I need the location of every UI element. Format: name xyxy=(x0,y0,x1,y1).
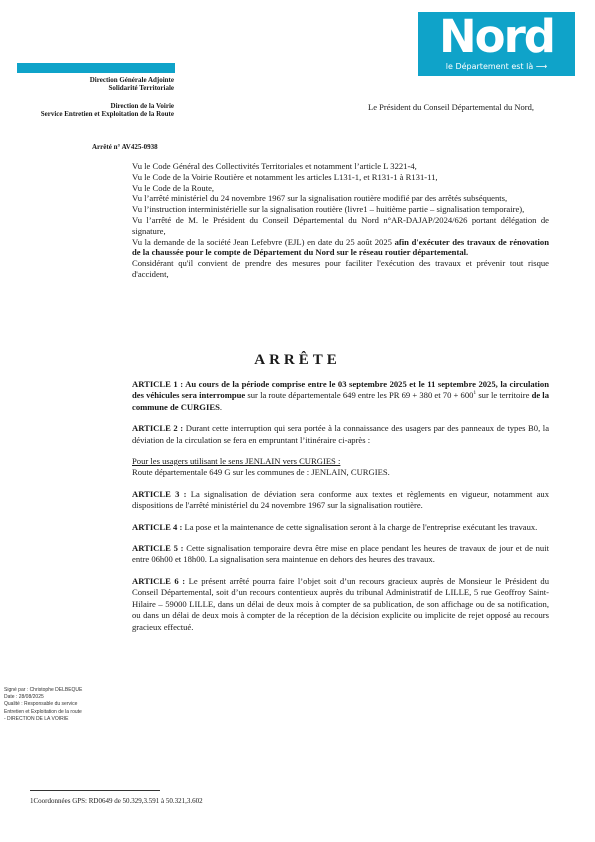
article-5 xyxy=(132,543,549,566)
article-1 xyxy=(132,379,549,413)
visa-line: Vu le Code de la Voirie Routière et notamment les articles L131-1, et R131-1 à R131-11, xyxy=(132,171,438,182)
president-heading: Le Président du Conseil Départemental du Nord, xyxy=(368,102,534,112)
article-3-text: La signalisation de déviation sera conforme aux textes et règlements en vigueur, notamment aux dispositions de l'arrêté ministériel du 24 novembre 1967 sur la signalisation routière. xyxy=(132,488,549,511)
request-text: Vu la demande de la société Jean Lefebvre (EJL) en date du 25 août 2025 xyxy=(132,236,395,247)
article-2 xyxy=(132,423,549,446)
visa-line: Vu l’arrêté de M. le Président du Conseil Départemental du Nord n°AR-DAJAP/2024/626 portant délégation de signature, xyxy=(132,214,549,236)
footnote-ref: 1 xyxy=(473,390,477,397)
service-line-2: Service Entretien et Exploitation de la Route xyxy=(40,110,174,118)
logo-tagline: le Département est là ⟶ xyxy=(445,62,548,71)
article-1-territory: sur le territoire xyxy=(476,390,532,401)
footnote-text: Coordonnées GPS: RD0649 de 50.329,3.591 à 50.321,3.602 xyxy=(33,797,203,805)
article-3 xyxy=(132,489,549,512)
article-4-text: La pose et la maintenance de cette signalisation seront à la charge de l'entreprise exécutant les travaux. xyxy=(182,521,538,532)
article-1-period: Au cours de la période comprise entre le 03 septembre 2025 et le 11 septembre 2025, la circulation des véhicules sera interrompue xyxy=(132,379,549,401)
footnote xyxy=(30,797,203,805)
visa-line: Vu l’arrêté ministériel du 24 novembre 1967 sur la signalisation routière modifié par des arrêtés subséquents, xyxy=(132,193,508,204)
request-line xyxy=(132,237,549,259)
request-purpose: afin d'exécuter des travaux de rénovation de la chaussée pour le compte de Département du Nord sur le réseau routier départemental. xyxy=(132,236,549,258)
signer-service: Entretien et Exploitation de la route xyxy=(4,708,82,715)
visa-line: Vu le Code de la Route, xyxy=(132,182,215,193)
signer-direction: - DIRECTION DE LA VOIRIE xyxy=(4,715,69,722)
logo-word: Nord xyxy=(439,10,554,63)
article-2-subhead xyxy=(132,456,549,467)
article-1-end: . xyxy=(219,401,223,412)
article-6-label: ARTICLE 6 : xyxy=(132,575,186,586)
article-2-direction: Pour les usagers utilisant le sens JENLAIN vers CURGIES : xyxy=(132,456,341,467)
arrete-number: Arrêté n° AV425-0938 xyxy=(92,143,158,151)
footnote-mark: 1 xyxy=(30,797,34,805)
visa-line: Vu l’instruction interministérielle sur la signalisation routière (livre1 – huitième partie – signalisation temporaire), xyxy=(132,204,525,215)
arrete-title: ARRÊTE xyxy=(254,352,341,368)
article-6 xyxy=(132,576,549,633)
footnote-divider xyxy=(30,790,160,791)
visas-section xyxy=(132,161,549,280)
article-2-text: Durant cette interruption qui sera portée à la connaissance des usagers par des panneaux de types B0, la déviation de la circulation se fera en empruntant l’itinéraire ci-après : xyxy=(132,423,550,445)
article-1-commune: de la commune de CURGIES xyxy=(132,390,549,412)
article-2-route: Route départementale 649 G sur les communes de : JENLAIN, CURGIES. xyxy=(132,467,390,478)
article-6-text: Le présent arrêté pourra faire l’objet soit d’un recours gracieux auprès de Monsieur le Président du Conseil Départemental, soit d’un recours contentieux auprès du tribunal Administratif de LILLE, 5 rue Geoffroy Saint-Hilaire – 59000 LILLE, dans un délai de deux mois à compter de sa publication, de son affichage ou de sa notification, ou dans un délai de deux mois à compter de la réception de la décision explicite ou implicite de rejet opposé au recours gracieux effectué. xyxy=(132,575,549,632)
signer-quality: Qualité : Responsable du service xyxy=(4,701,78,708)
article-1-label: ARTICLE 1 : xyxy=(132,379,184,389)
article-5-label: ARTICLE 5 : xyxy=(132,543,184,554)
article-4 xyxy=(132,522,549,533)
departement-nord-logo xyxy=(418,12,575,76)
signed-by: Signé par : Christophe DELBEQUE xyxy=(4,687,83,693)
direction-line-1: Direction Générale Adjointe xyxy=(89,76,174,84)
article-3-label: ARTICLE 3 : xyxy=(132,488,187,499)
articles-section xyxy=(132,379,549,643)
article-4-label: ARTICLE 4 : xyxy=(132,521,183,532)
article-1-road: sur la route départementale 649 entre les PR 69 + 380 et 70 + 600 xyxy=(245,390,474,401)
article-5-text: Cette signalisation temporaire devra être mise en place pendant les heures de travaux de jour et de nuit entre 06h00 et 18h00. La signalisation sera maintenue en dehors des heures des travaux. xyxy=(132,543,549,565)
visa-line: Vu le Code Général des Collectivités Territoriales et notamment l’article L 3221-4, xyxy=(132,161,417,171)
signature-date: Date : 28/08/2025 xyxy=(4,694,44,701)
direction-block xyxy=(17,76,174,92)
direction-line-2: Solidarité Territoriale xyxy=(108,84,174,92)
article-2-label: ARTICLE 2 : xyxy=(132,423,184,434)
service-block xyxy=(17,102,174,118)
signature-block xyxy=(4,687,124,723)
service-line-1: Direction de la Voirie xyxy=(110,102,174,110)
considerant-line: Considérant qu'il convient de prendre des mesures pour faciliter l'exécution des travaux et prévenir tout risque d'accident, xyxy=(132,258,549,279)
header-color-bar xyxy=(17,63,175,73)
